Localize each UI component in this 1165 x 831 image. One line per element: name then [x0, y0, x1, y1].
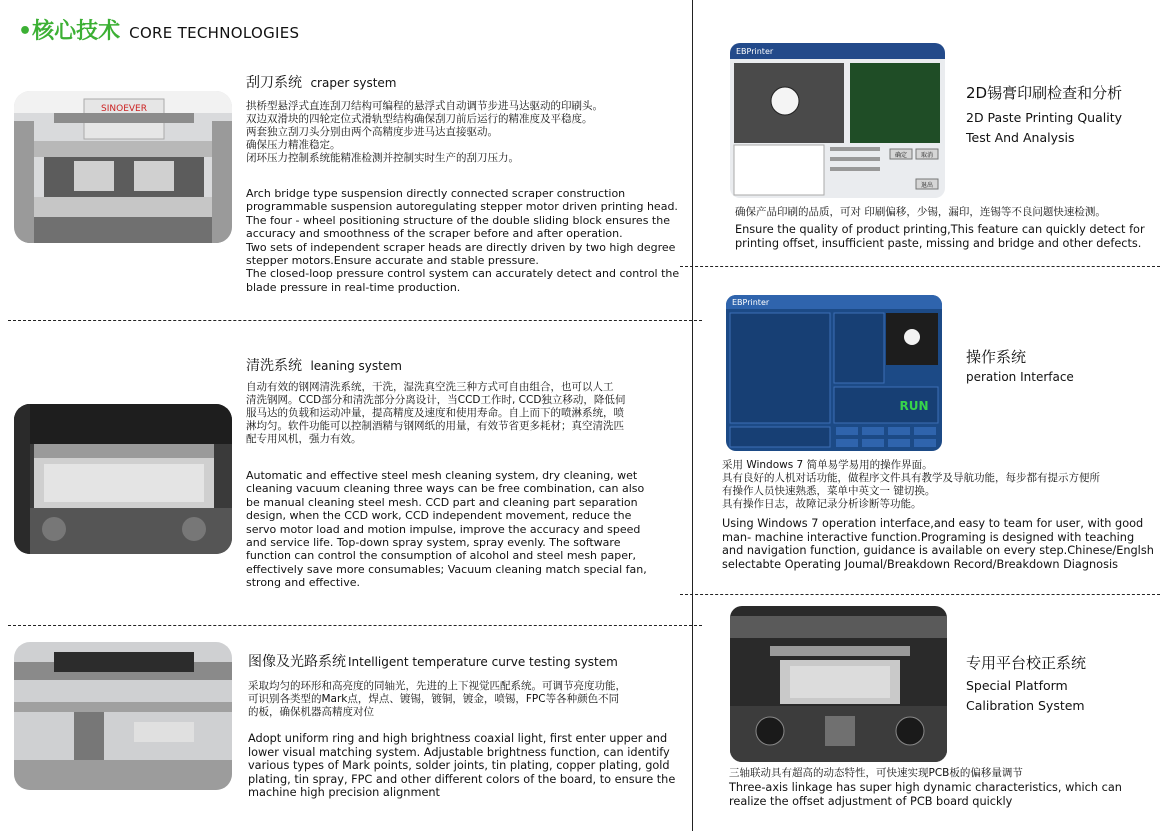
platform-calibration-image: [730, 606, 947, 762]
center-divider: [692, 0, 693, 831]
platform-title-cn: 专用平台校正系统: [966, 654, 1087, 672]
inspection-text-cn: 确保产品印刷的品质，可对 印刷偏移，少锡，漏印，连锡等不良问题快速检测。: [735, 206, 1106, 218]
run-status: RUN: [899, 399, 929, 413]
vision-text-cn: 采取均匀的环形和高亮度的同轴光，先进的上下视觉匹配系统。可调节亮度功能， 可识别各类型的Mark点，焊点、镀锡，镀铜，镀金，喷锡，FPC等各种颜色不同 的板，确保机器高精度对位: [248, 680, 626, 718]
header-title-en: CORE TECHNOLOGIES: [129, 24, 300, 42]
scraper-title-cn: 刮刀系统: [246, 75, 302, 91]
operation-text-en: Using Windows 7 operation interface,and easy to team for user, with good man- machine interactive function.Programing is designed with teaching and navigation function, guidance is available on every step.Chinese/Englsh selectabte Operating Joumal/Breakdown Record/Breakdown Diagnosis: [722, 517, 1154, 571]
operation-title-en: peration Interface: [966, 370, 1074, 384]
operation-screenshot: [726, 295, 942, 451]
platform-photo: [730, 606, 947, 762]
operation-title-cn: 操作系统: [966, 348, 1027, 366]
divider-right-2: [680, 594, 1160, 595]
cleaning-machine-image: [14, 404, 232, 554]
scraper-text-en: Arch bridge type suspension directly connected scraper construction programmable suspension autoregulating stepper motor driven printing head. The four - wheel positioning structure of the double sliding block ensures the accuracy and smoothness of the scraper before and after operation. Two sets of independent scraper heads are directly driven by two high degree stepper motors.Ensure accurate and stable pressure. The closed-loop pressure control system can accurately detect and control the blade pressure in real-time production.: [246, 187, 680, 294]
header-bullet: •: [18, 19, 33, 44]
divider-left-2: [8, 625, 702, 626]
inspection-btn-3: 退出: [920, 182, 934, 189]
cleaning-title: [246, 355, 402, 375]
vision-system-image: [14, 642, 232, 790]
cleaning-text-cn: 自动有效的钢网清洗系统，干洗，湿洗真空洗三种方式可自由组合，也可以人工 清洗钢网。CCD部分和清洗部分分离设计，当CCD工作时, CCD独立移动，降低伺 服马达的负载和运动冲量，提高精度及速度和使用寿命。自上而下的喷淋系统，喷 淋均匀。软件功能可以控制酒精与钢网纸的用量，有效节省更多耗材；真空清洗匹 配专用风机，强力有效。: [246, 381, 626, 445]
vision-title-cn: 图像及光路系统: [248, 654, 346, 670]
operation-app-name: EBPrinter: [732, 298, 770, 307]
scraper-text-cn: 拱桥型悬浮式直连刮刀结构可编程的悬浮式自动调节步进马达驱动的印刷头。 双边双滑块的四轮定位式滑轨型结构确保刮刀前后运行的精准度及平稳度。 两套独立刮刀头分别由两个高精度步进马达直接驱动。 确保压力精准稳定。 闭环压力控制系统能精准检测并控制实时生产的刮刀压力。: [246, 100, 603, 164]
scraper-title: [246, 72, 396, 92]
cleaning-title-en: leaning system: [310, 359, 402, 373]
inspection-software-image: [730, 43, 945, 198]
cleaning-title-cn: 清洗系统: [246, 358, 302, 374]
operation-text-cn: 采用 Windows 7 简单易学易用的操作界面。 具有良好的人机对话功能，做程序文件具有教学及导航功能，每步都有提示方便所 有操作人员快速熟悉，菜单中英文一 键切换。 具有操作日志，故障记录分析诊断等功能。: [722, 459, 1100, 510]
platform-text-cn: 三轴联动具有超高的动态特性，可快速实现PCB板的偏移量调节: [729, 767, 1023, 779]
divider-left-1: [8, 320, 702, 321]
inspection-title-en: 2D Paste Printing Quality Test And Analysis: [966, 110, 1122, 145]
divider-right-1: [680, 266, 1160, 267]
platform-title-en: Special Platform Calibration System: [966, 678, 1085, 713]
operation-software-image: [726, 295, 942, 451]
cleaning-text-en: Automatic and effective steel mesh cleaning system, dry cleaning, wet cleaning vacuum cleaning three ways can be free combination, can also be manual cleaning steel mesh. CCD part and cleaning part separation design, when the CCD work, CCD independent movement, reduce the servo motor load and motion impulse, improve the accuracy and speed and service life. Top-down spray system, spray evenly. The software function can control the consumption of alcohol and steel mesh paper, effectively save more consumables; Vacuum cleaning match special fan, strong and effective.: [246, 469, 647, 590]
header-title-cn: 核心技术: [32, 19, 121, 44]
vision-title-en: Intelligent temperature curve testing system: [348, 655, 618, 669]
scraper-title-en: craper system: [310, 76, 397, 90]
vision-text-en: Adopt uniform ring and high brightness coaxial light, first enter upper and lower visual matching system. Adjustable brightness function, can identify various types of Mark points, solder joints, tin plating, copper plating, gold plating, tin spray, FPC and other different colors of the board, to ensure the machine high precision alignment: [248, 732, 676, 800]
brand-label: SINOEVER: [101, 104, 147, 114]
vision-photo: [14, 642, 232, 790]
inspection-text-en: Ensure the quality of product printing,This feature can quickly detect for printing offset, insufficient paste, missing and bridge and other defects.: [735, 223, 1145, 250]
platform-text-en: Three-axis linkage has super high dynamic characteristics, which can realize the offset adjustment of PCB board quickly: [729, 781, 1122, 808]
inspection-app-name: EBPrinter: [736, 47, 774, 56]
inspection-title-cn: 2D锡膏印刷检查和分析: [966, 84, 1123, 102]
inspection-screenshot: [730, 43, 945, 198]
cleaning-photo: [14, 404, 232, 554]
inspection-btn-2: 取消: [920, 152, 934, 159]
inspection-btn-1: 确定: [894, 152, 908, 159]
scraper-machine-image: [14, 91, 232, 243]
section-header: [18, 14, 299, 45]
scraper-photo: [14, 91, 232, 243]
vision-title: [248, 651, 618, 671]
